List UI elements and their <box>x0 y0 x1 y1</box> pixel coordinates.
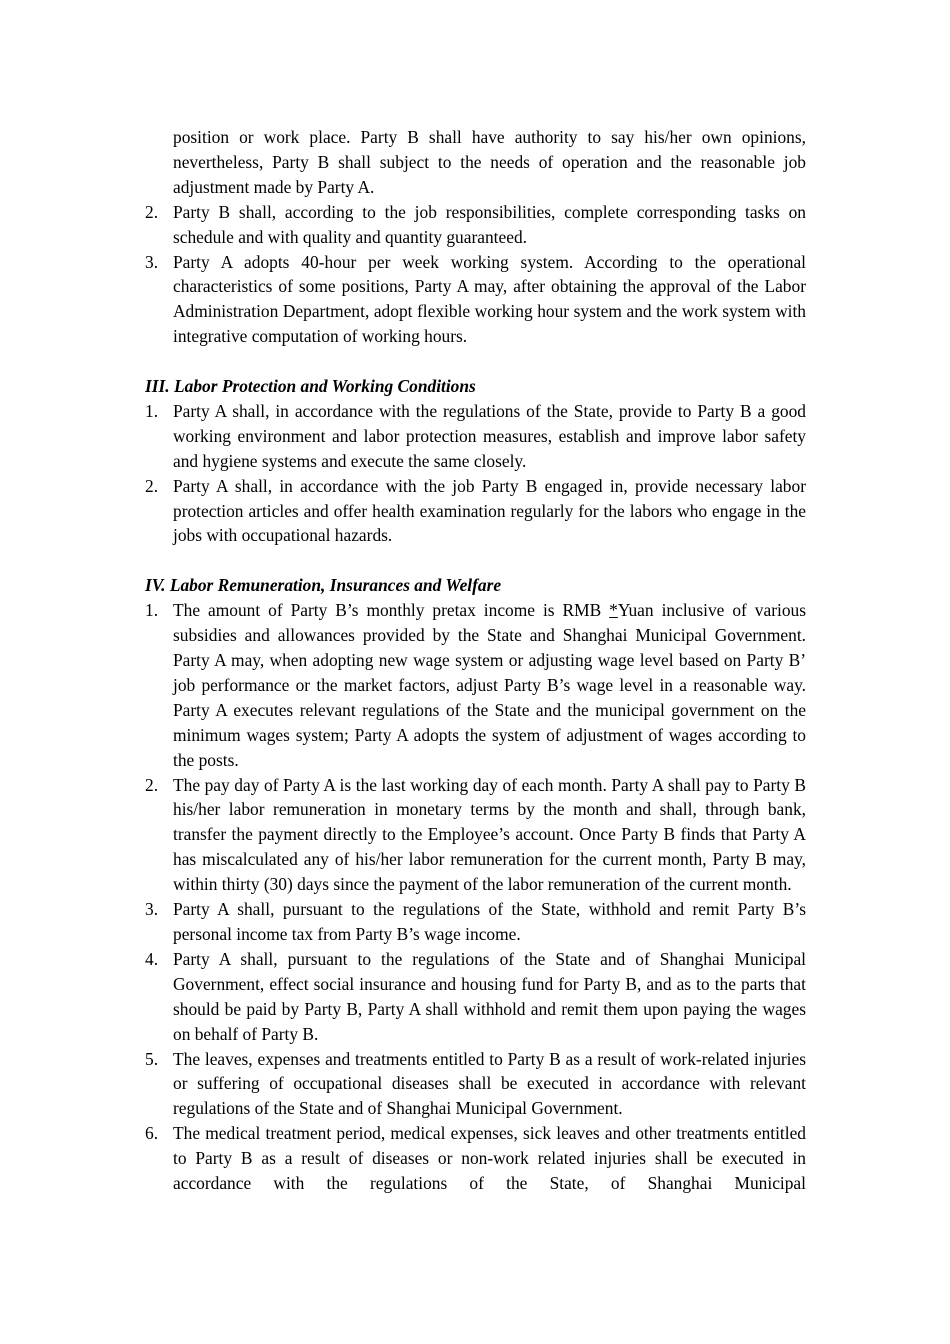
list-item <box>145 947 806 1047</box>
list-text: Party A adopts 40-hour per week working system. According to the operational characteristics of some positions, Party A may, after obtaining the approval of the Labor Administration Department, adopt flexible working hour system and the work system with integrative computation of working hours. <box>173 251 806 347</box>
text-before-amount: The amount of Party B’s monthly pretax income is RMB <box>173 600 610 621</box>
list-number: 4. <box>145 948 159 969</box>
list-number: 2. <box>145 774 159 795</box>
list-number: 2. <box>145 475 159 496</box>
section-heading-labor-protection: III. Labor Protection and Working Conditions <box>145 376 476 397</box>
list-text: Party A shall, pursuant to the regulations of the State and of Shanghai Municipal Government, effect social insurance and housing fund for Party B, and as to the parts that should be paid by Party B, Party A shall withhold and remit them upon paying the wages on behalf of Party B. <box>173 948 806 1044</box>
amount-placeholder: * <box>609 600 618 621</box>
list-item <box>145 200 806 250</box>
section-heading-remuneration: IV. Labor Remuneration, Insurances and Welfare <box>145 575 502 596</box>
list-item <box>145 1047 806 1122</box>
list-item <box>145 773 806 898</box>
list-text: The medical treatment period, medical expenses, sick leaves and other treatments entitled to Party B as a result of diseases or non-work related injuries shall be executed in accordance with the regulations of the State, of Shanghai Municipal <box>173 1123 806 1194</box>
list-text <box>173 598 806 772</box>
list-item <box>145 897 806 947</box>
list-number: 5. <box>145 1048 159 1069</box>
document-page <box>145 125 806 1196</box>
list-item <box>145 399 806 474</box>
list-number: 2. <box>145 201 159 222</box>
list-text: Party B shall, according to the job responsibilities, complete corresponding tasks on schedule and with quality and quantity guaranteed. <box>173 201 806 247</box>
list-text: Party A shall, in accordance with the job Party B engaged in, provide necessary labor protection articles and offer health examination regularly for the labors who engage in the jobs with occupational hazards. <box>173 475 806 546</box>
list-item <box>145 598 806 772</box>
text-after-amount: Yuan inclusive of various subsidies and allowances provided by the State and Shanghai Municipal Government. Party A may, when adopting new wage system or adjusting wage level based on Party B’ job performance or the market factors, adjust Party B’s wage level in a reasonable way. Party A executes relevant regulations of the State and the municipal government on the minimum wages system; Party A adopts the system of adjustment of wages according to the posts. <box>173 600 806 770</box>
list-item <box>145 1121 806 1196</box>
list-number: 1. <box>145 400 159 421</box>
list-text: Party A shall, pursuant to the regulations of the State, withhold and remit Party B’s personal income tax from Party B’s wage income. <box>173 899 806 944</box>
list-number: 3. <box>145 899 159 920</box>
list-number: 6. <box>145 1123 159 1144</box>
list-item <box>145 474 806 549</box>
continued-paragraph: position or work place. Party B shall have authority to say his/her own opinions, nevertheless, Party B shall subject to the needs of operation and the reasonable job adjustment made by Party A. <box>173 127 806 197</box>
list-number: 3. <box>145 251 159 272</box>
list-item <box>145 250 806 350</box>
list-text: The pay day of Party A is the last working day of each month. Party A shall pay to Party B his/her labor remuneration in monetary terms by the month and shall, through bank, transfer the payment directly to the Employee’s account. Once Party B finds that Party A has miscalculated any of his/her labor remuneration for the current month, Party B may, within thirty (30) days since the payment of the labor remuneration of the current month. <box>173 774 806 895</box>
list-text: The leaves, expenses and treatments entitled to Party B as a result of work-related injuries or suffering of occupational diseases shall be executed in accordance with relevant regulations of the State and of Shanghai Municipal Government. <box>173 1048 806 1119</box>
list-text: Party A shall, in accordance with the regulations of the State, provide to Party B a good working environment and labor protection measures, establish and improve labor safety and hygiene systems and execute the same closely. <box>173 400 806 471</box>
list-number: 1. <box>145 600 159 621</box>
